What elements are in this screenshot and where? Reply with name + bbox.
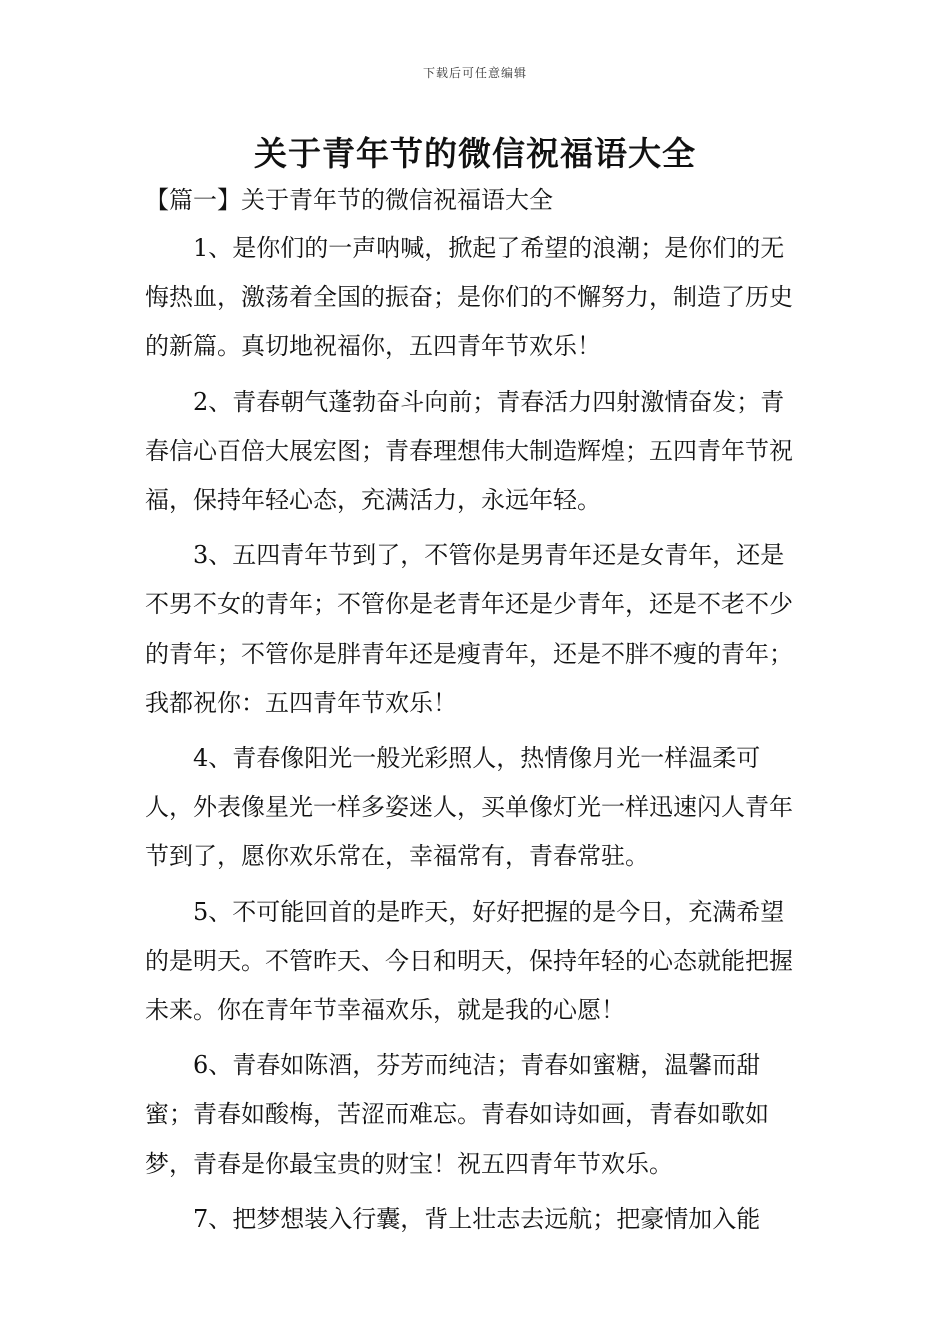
paragraph-6: 6、青春如陈酒，芬芳而纯洁；青春如蜜糖，温馨而甜蜜；青春如酸梅，苦涩而难忘。青春如诗如画，青春如歌如梦，青春是你最宝贵的财宝！祝五四青年节欢乐。 [145, 1051, 769, 1178]
paragraph-2: 2、青春朝气蓬勃奋斗向前；青春活力四射激情奋发；青春信心百倍大展宏图；青春理想伟大制造辉煌；五四青年节祝福，保持年轻心态，充满活力，永远年轻。 [145, 387, 793, 515]
paragraph-5: 5、不可能回首的是昨天，好好把握的是今日，充满希望的是明天。不管昨天、今日和明天，保持年轻的心态就能把握未来。你在青年节幸福欢乐，就是我的心愿！ [145, 897, 793, 1025]
header-note: 下载后可任意编辑 [422, 66, 527, 80]
paragraph-3: 3、五四青年节到了，不管你是男青年还是女青年，还是不男不女的青年；不管你是老青年还是少青年，还是不老不少的青年；不管你是胖青年还是瘦青年，还是不胖不瘦的青年；我都祝你：五四青年节欢乐！ [145, 541, 793, 717]
paragraph-4: 4、青春像阳光一般光彩照人，热情像月光一样温柔可人，外表像星光一样多姿迷人，买单像灯光一样迅速闪人青年节到了，愿你欢乐常在，幸福常有，青春常驻。 [145, 744, 793, 871]
paragraph-7: 7、把梦想装入行囊，背上壮志去远航；把豪情加入能 [193, 1204, 761, 1233]
document-title: 关于青年节的微信祝福语大全 [254, 134, 696, 173]
section-heading: 【篇一】关于青年节的微信祝福语大全 [145, 186, 553, 214]
body-text [145, 224, 807, 1250]
paragraph-1: 1、是你们的一声呐喊，掀起了希望的浪潮；是你们的无悔热血，激荡着全国的振奋；是你们的不懈努力，制造了历史的新篇。真切地祝福你，五四青年节欢乐！ [145, 234, 793, 361]
